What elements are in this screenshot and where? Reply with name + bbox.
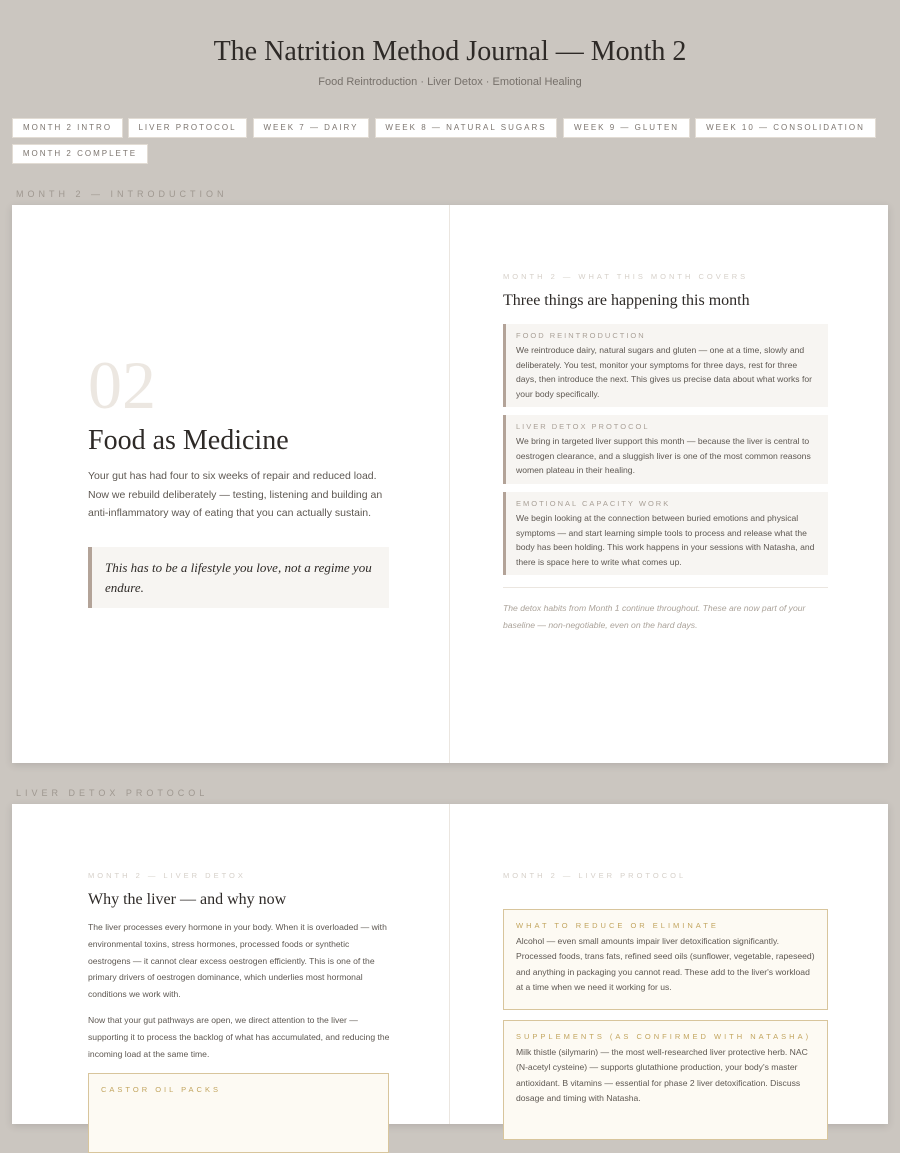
- card-body: We bring in targeted liver support this month — because the liver is central to oestrogen clearance, and a sluggish liver is one of the most common reasons women plateau in their healing.: [516, 436, 811, 476]
- intro-spread: [12, 205, 888, 763]
- tab-week-7-dairy[interactable]: WEEK 7 — DAIRY: [253, 118, 369, 138]
- box-label: CASTOR OIL PACKS: [101, 1085, 221, 1094]
- supplements-box: [503, 1020, 828, 1140]
- tab-week-8-natural-sugars[interactable]: WEEK 8 — NATURAL SUGARS: [375, 118, 557, 138]
- liver-spread: [12, 804, 888, 1124]
- card-food-reintroduction: [503, 324, 828, 407]
- castor-oil-packs-box: [88, 1073, 389, 1153]
- reduce-eliminate-box: [503, 909, 828, 1010]
- section-label-introduction: MONTH 2 — INTRODUCTION: [16, 189, 228, 199]
- tab-week-10-consolidation[interactable]: WEEK 10 — CONSOLIDATION: [695, 118, 876, 138]
- pull-quote: This has to be a lifestyle you love, not a regime you endure.: [88, 547, 389, 608]
- page-heading: Three things are happening this month: [503, 292, 750, 309]
- month-number: 02: [88, 347, 156, 423]
- spread-divider: [449, 205, 450, 763]
- page-kicker: MONTH 2 — LIVER PROTOCOL: [503, 871, 687, 880]
- tab-week-9-gluten[interactable]: WEEK 9 — GLUTEN: [563, 118, 690, 138]
- box-label: WHAT TO REDUCE OR ELIMINATE: [516, 921, 719, 930]
- body-paragraph: Now that your gut pathways are open, we direct attention to the liver — supporting it to process the backlog of what has accumulated, and reducing the incoming load at the same time.: [88, 1015, 390, 1059]
- divider: [503, 587, 828, 588]
- page-kicker: MONTH 2 — WHAT THIS MONTH COVERS: [503, 272, 749, 281]
- tab-month-2-complete[interactable]: MONTH 2 COMPLETE: [12, 144, 148, 164]
- footnote: The detox habits from Month 1 continue throughout. These are now part of your baseline — non-negotiable, even on the hard days.: [503, 603, 806, 630]
- page-heading: Why the liver — and why now: [88, 891, 287, 908]
- intro-body: Your gut has had four to six weeks of repair and reduced load. Now we rebuild deliberately — testing, listening and building an anti-inflammatory way of eating that you can actually sustain.: [88, 470, 383, 519]
- journal-header: [0, 34, 900, 88]
- card-label: LIVER DETOX PROTOCOL: [516, 422, 650, 431]
- box-body: Alcohol — even small amounts impair liver detoxification significantly. Processed foods, trans fats, refined seed oils (sunflower, vegetable, rapeseed) and anything in packaging you cannot read. These add to the liver's workload at a time when we need it working for us.: [516, 936, 815, 993]
- section-label-liver-detox: LIVER DETOX PROTOCOL: [16, 788, 209, 798]
- card-body: We begin looking at the connection between buried emotions and physical symptoms — and start learning simple tools to process and release what the body has been holding. This work happens in your sessions with Natasha, and there is space here to write what comes up.: [516, 513, 815, 567]
- body-paragraph: The liver processes every hormone in your body. When it is overloaded — with environmental toxins, stress hormones, processed foods or synthetic oestrogens — it cannot clear excess oestrogen efficiently. This is one of the primary drivers of oestrogen dominance, which underlies most hormonal conditions we work with.: [88, 922, 387, 1000]
- page-title: The Natrition Method Journal — Month 2: [213, 36, 687, 67]
- page-kicker: MONTH 2 — LIVER DETOX: [88, 871, 246, 880]
- spread-divider: [449, 804, 450, 1124]
- box-label: SUPPLEMENTS (AS CONFIRMED WITH NATASHA): [516, 1032, 812, 1041]
- card-label: EMOTIONAL CAPACITY WORK: [516, 499, 671, 508]
- intro-heading: Food as Medicine: [88, 425, 289, 456]
- tab-liver-protocol[interactable]: LIVER PROTOCOL: [128, 118, 247, 138]
- page-subtitle: Food Reintroduction · Liver Detox · Emotional Healing: [318, 76, 582, 88]
- card-emotional-capacity-work: [503, 492, 828, 575]
- tab-month-2-intro[interactable]: MONTH 2 INTRO: [12, 118, 123, 138]
- box-body: Milk thistle (silymarin) — the most well-researched liver protective herb. NAC (N-acetyl cysteine) — supports glutathione production, your body's master antioxidant. B vitamins — essential for phase 2 liver detoxification. Discuss dosage and timing with Natasha.: [516, 1047, 808, 1104]
- card-body: We reintroduce dairy, natural sugars and gluten — one at a time, slowly and deliberately. You test, monitor your symptoms for three days, rest for three days, then introduce the next. This gives us precise data about what works for your body specifically.: [516, 345, 813, 399]
- card-label: FOOD REINTRODUCTION: [516, 331, 646, 340]
- card-liver-detox-protocol: [503, 415, 828, 484]
